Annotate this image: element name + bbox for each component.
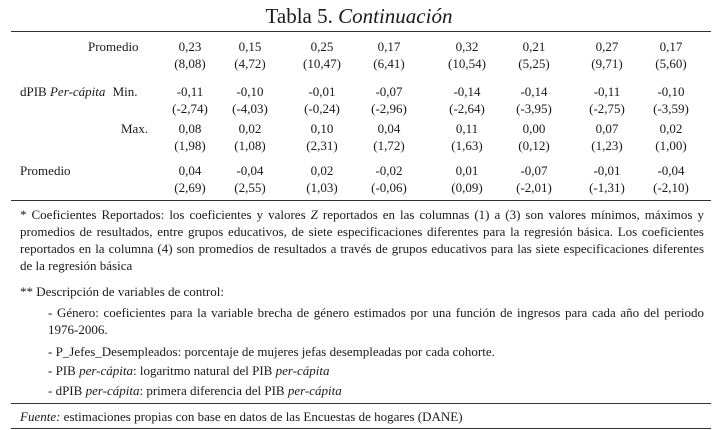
- note-coeficientes: [20, 206, 704, 274]
- coef-cell: -0,14: [453, 84, 481, 99]
- note-dpib-italic2: per-cápita: [287, 383, 342, 398]
- z-value-cell: (10,47): [303, 56, 341, 71]
- note-coef-z: Z: [310, 207, 318, 222]
- note-dpib-italic: per-cápita: [85, 383, 140, 398]
- note-coef-part2: reportados en las columnas (1) a (3) son valores mínimos, máximos y promedios de resultados, entre grupos educativos, de siete especificaciones diferentes para la regresión básica. Los coeficientes reportados en la columna (4) son promedios de resultados a través de grupos educativos para las siete especificaciones diferentes de la regresión básica: [20, 207, 704, 273]
- top-rule: [11, 31, 711, 32]
- coef-cell: -0,11: [593, 84, 621, 99]
- z-value-cell: (1,72): [373, 138, 405, 153]
- coef-cell: -0,01: [308, 84, 336, 99]
- z-value-cell: (1,23): [591, 138, 623, 153]
- z-value-cell: (9,71): [591, 56, 623, 71]
- note-pib-suffix: : logaritmo natural del PIB: [132, 363, 276, 378]
- table-title-main: Tabla 5.: [265, 4, 333, 28]
- z-value-cell: (-0,06): [371, 180, 407, 195]
- source-line: [20, 408, 463, 425]
- z-value-cell: (-4,03): [232, 101, 268, 116]
- z-value-cell: (0,09): [451, 180, 483, 195]
- z-value-cell: (6,41): [373, 56, 405, 71]
- z-value-cell: (8,08): [174, 56, 206, 71]
- notes-rule: [11, 403, 711, 404]
- note-dpib: [48, 382, 342, 399]
- row-label-dpib-prefix: dPIB: [20, 84, 47, 99]
- z-value-cell: (1,63): [451, 138, 483, 153]
- row-label-dpib: [20, 84, 138, 100]
- coef-cell: 0,02: [659, 121, 683, 136]
- source-label: Fuente:: [20, 409, 61, 424]
- coef-cell: 0,04: [178, 163, 202, 178]
- coef-cell: -0,07: [520, 163, 548, 178]
- coef-cell: -0,11: [176, 84, 204, 99]
- z-value-cell: (1,03): [306, 180, 338, 195]
- z-value-cell: (-1,31): [589, 180, 625, 195]
- z-value-cell: (4,72): [234, 56, 266, 71]
- row-label-max: Max.: [121, 121, 149, 136]
- z-value-cell: (2,31): [306, 138, 338, 153]
- table-title-continuation: Continuación: [338, 4, 453, 28]
- note-pib-italic2: per-cápita: [275, 363, 330, 378]
- coef-cell: 0,17: [377, 39, 401, 54]
- note-pib-italic: per-cápita: [79, 363, 133, 378]
- note-pib: [48, 362, 330, 379]
- row-label-min: Min.: [112, 84, 138, 99]
- coef-cell: 0,32: [455, 39, 479, 54]
- z-value-cell: (2,55): [234, 180, 266, 195]
- body-rule: [11, 200, 711, 201]
- coef-cell: -0,10: [657, 84, 685, 99]
- note-dpib-suffix: : primera diferencia del PIB: [139, 383, 288, 398]
- coef-cell: 0,02: [310, 163, 334, 178]
- note-vars-heading: ** Descripción de variables de control:: [20, 284, 224, 299]
- note-coef-part1: * Coeficientes Reportados: los coeficientes y valores: [20, 207, 311, 222]
- table-title: [0, 3, 718, 29]
- z-value-cell: (2,69): [174, 180, 206, 195]
- note-dpib-prefix: - dPIB: [48, 383, 86, 398]
- coef-cell: -0,04: [236, 163, 264, 178]
- z-value-cell: (-2,96): [371, 101, 407, 116]
- z-value-cell: (-2,01): [516, 180, 552, 195]
- coef-cell: 0,21: [522, 39, 546, 54]
- coef-cell: -0,04: [657, 163, 685, 178]
- z-value-cell: (5,25): [518, 56, 550, 71]
- source-text: estimaciones propias con base en datos de las Encuestas de hogares (DANE): [60, 409, 463, 424]
- coef-cell: 0,15: [238, 39, 262, 54]
- row-label-promedio-2: Promedio: [20, 163, 71, 178]
- bottom-rule: [11, 428, 711, 429]
- note-pib-prefix: - PIB: [48, 363, 80, 378]
- coef-cell: -0,14: [520, 84, 548, 99]
- coef-cell: -0,02: [375, 163, 403, 178]
- coef-cell: -0,01: [593, 163, 621, 178]
- row-label-promedio: Promedio: [88, 39, 139, 54]
- z-value-cell: (-2,10): [653, 180, 689, 195]
- z-value-cell: (5,60): [655, 56, 687, 71]
- coef-cell: 0,11: [455, 121, 479, 136]
- z-value-cell: (-3,59): [653, 101, 689, 116]
- coef-cell: 0,00: [522, 121, 546, 136]
- z-value-cell: (1,08): [234, 138, 266, 153]
- note-jefes: - P_Jefes_Desempleados: porcentaje de mujeres jefas desempleadas por cada cohorte.: [48, 344, 495, 359]
- z-value-cell: (-2,75): [589, 101, 625, 116]
- z-value-cell: (-0,24): [304, 101, 340, 116]
- coef-cell: 0,04: [377, 121, 401, 136]
- row-label-dpib-italic: Per-cápita: [49, 84, 106, 99]
- coef-cell: -0,10: [236, 84, 264, 99]
- coef-cell: 0,01: [455, 163, 479, 178]
- z-value-cell: (-2,74): [172, 101, 208, 116]
- z-value-cell: (10,54): [448, 56, 486, 71]
- coef-cell: 0,07: [595, 121, 619, 136]
- z-value-cell: (1,98): [174, 138, 206, 153]
- coef-cell: 0,25: [310, 39, 334, 54]
- coef-cell: 0,17: [659, 39, 683, 54]
- coef-cell: 0,23: [178, 39, 202, 54]
- coef-cell: 0,02: [238, 121, 262, 136]
- coef-cell: 0,27: [595, 39, 619, 54]
- coef-cell: -0,07: [375, 84, 403, 99]
- z-value-cell: (-3,95): [516, 101, 552, 116]
- coef-cell: 0,08: [178, 121, 202, 136]
- note-genero: - Género: coeficientes para la variable brecha de género estimados por una función de ingresos para cada año del periodo 1976-2006.: [48, 305, 704, 337]
- coef-cell: 0,10: [310, 121, 334, 136]
- z-value-cell: (0,12): [518, 138, 550, 153]
- z-value-cell: (-2,64): [449, 101, 485, 116]
- z-value-cell: (1,00): [655, 138, 687, 153]
